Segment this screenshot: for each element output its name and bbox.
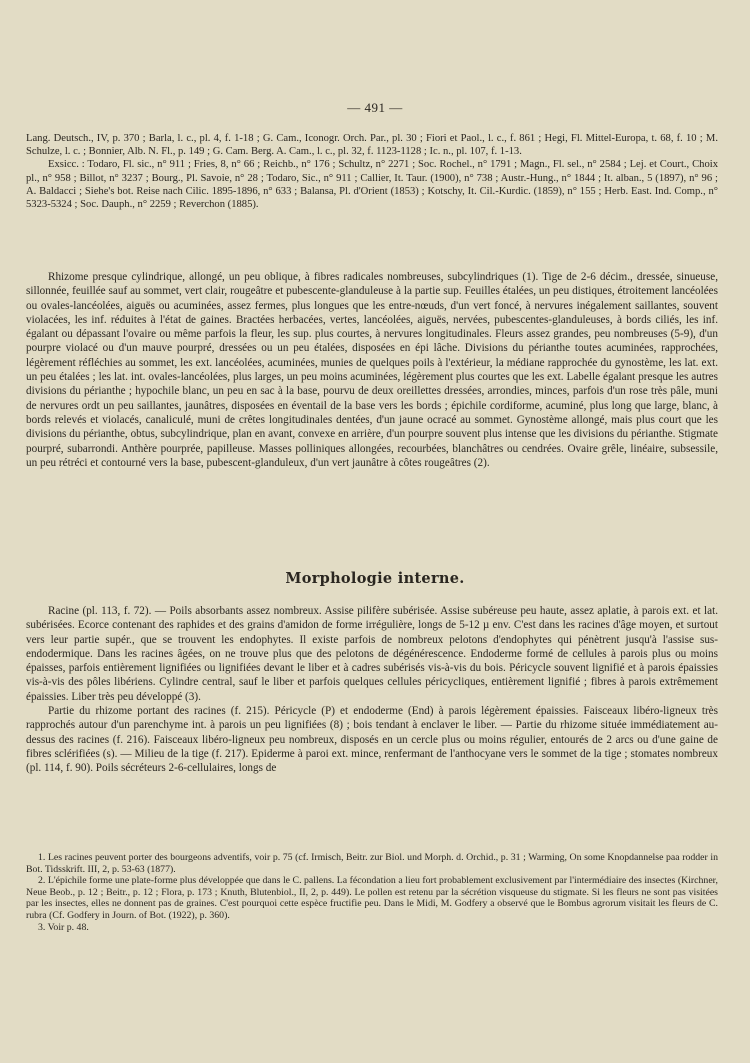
species-description-block [26,270,718,470]
morphology-paragraph-root: Racine (pl. 113, f. 72). — Poils absorbants assez nombreux. Assise pilifère subérisée. Assise subéreuse peu haute, assez aplatie, à parois ext. et lat. subérisées. Ecorce contenant des raphides et des grains d'amidon de forme irrégulière, longs de 5-12 µ env. C'est dans les racines d'âge moyen, et surtout vers leur partie supér., que se trouvent les endophytes. Il existe parfois de nombreux pelotons d'endophytes qui pénètrent jusqu'à l'assise sus-endodermique. Dans les racines âgées, on ne trouve plus que des pelotons de dégénérescence. Endoderme formé de cellules à parois plus ou moins épaisses, parfois entièrement lignifiées ou lignifiées devant le liber et à cadres subérisés vis-à-vis du bois. Péricycle souvent lignifié et à parois épaissies vis-à-vis des pôles libériens. Cylindre central, sauf le liber et parfois quelques cellules péricycliques, entièrement lignifié ; fibres à parois extrêmement épaissies. Liber très peu développé (3). [26,605,718,703]
morphology-paragraph-rhizome: Partie du rhizome portant des racines (f. 215). Péricycle (P) et endoderme (End) à parois légèrement épaissies. Faisceaux libéro-ligneux très rapprochés autour d'un parenchyme int. à parois un peu lignifiées (8) ; bois tendant à enclaver le liber. — Partie du rhizome située immédiatement au-dessus des racines (f. 216). Faisceaux libéro-ligneux peu nombreux, disposés en un cercle plus ou moins régulier, entourés de 2 arcs ou d'une gaine de fibres sclérifiées (s). — Milieu de la tige (f. 217). Epiderme à paroi ext. mince, renfermant de l'anthocyane vers le sommet de la tige ; stomates nombreux (pl. 114, f. 90). Poils sécréteurs 2-6-cellulaires, longs de [26,705,718,775]
footnotes-block [26,852,718,933]
bibliography-block [26,132,718,211]
exsiccata-references: Exsicc. : Todaro, Fl. sic., n° 911 ; Fries, 8, n° 66 ; Reichb., n° 176 ; Schultz, n° 2271 ; Soc. Rochel., n° 1791 ; Magn., Fl. sel., n° 2584 ; Lej. et Court., Choix pl., n° 958 ; Billot, n° 3237 ; Bourg., Pl. Savoie, n° 28 ; Todaro, Sic., n° 911 ; Callier, It. Taur. (1900), n° 738 ; Austr.-Hung., n° 1844 ; It. alban., 5 (1897), n° 96 ; A. Baldacci ; Siehe's bot. Reise nach Cilic. 1895-1896, n° 633 ; Balansa, Pl. d'Orient (1853) ; Kotschy, It. Cil.-Kurdic. (1859), n° 155 ; Herb. East. Ind. Comp., n° 5323-5324 ; Soc. Dauph., n° 2259 ; Reverchon (1885). [26,159,718,211]
bibliography-references: Lang. Deutsch., IV, p. 370 ; Barla, l. c., pl. 4, f. 1-18 ; G. Cam., Iconogr. Orch. Par., pl. 30 ; Fiori et Paol., l. c., f. 861 ; Hegi, Fl. Mittel-Europa, t. 68, f. 10 ; M. Schulze, l. c. ; Bonnier, Alb. N. Fl., p. 149 ; G. Cam. Berg. A. Cam., l. c., pl. 32, f. 1123-1128 ; Ic. n., pl. 107, f. 1-13. [26,133,718,158]
morphology-block [26,604,718,776]
footnote-3: 3. Voir p. 48. [38,921,89,933]
footnote-1: 1. Les racines peuvent porter des bourgeons adventifs, voir p. 75 (cf. Irmisch, Beitr. zur Biol. und Morph. d. Orchid., p. 31 ; Warming, On some Knopdannelse paa rodder in Bot. Tidsskrift. III, 2, p. 53-63 (1877). [26,852,718,875]
section-heading: Morphologie interne. [285,570,465,587]
page-number: — 491 — [347,100,403,115]
footnote-2: 2. L'épichile forme une plate-forme plus développée que dans le C. pallens. La fécondation a lieu fort probablement exclusivement par l'intermédiaire des insectes (Kirchner, Neue Beob., p. 12 ; Beitr., p. 12 ; Flora, p. 173 ; Knuth, Blutenbiol., II, 2, p. 449). Le pollen est retenu par la sécrétion visqueuse du stigmate. Si les fleurs ne sont pas visitées par les insectes, elles ne donnent pas de graines. C'est pourquoi cette espèce fructifie peu. Dans le Midi, M. Godfery a observé que le Bombus agrorum visitait les fleurs de C. rubra (Cf. Godfery in Journ. of Bot. (1922), p. 360). [26,875,718,921]
species-description: Rhizome presque cylindrique, allongé, un peu oblique, à fibres radicales nombreuses, subcylindriques (1). Tige de 2-6 décim., dressée, sinueuse, sillonnée, feuillée sauf au sommet, vert clair, rougeâtre et pubescente-glanduleuse à la partie sup. Feuilles étalées, un peu distiques, étroitement lancéolées ou ovales-lancéolées, aiguës ou acuminées, assez fermes, plus longues que les entre-nœuds, d'un vert foncé, à nervures inégalement saillantes, souvent violacées, les inf. réduites à l'état de gaines. Bractées herbacées, vertes, lancéolées, aiguës, nervées, pubescentes-glanduleuses, à bords ciliés, les inf. égalant ou dépassant l'ovaire ou même parfois la fleur, les sup. plus courtes, à nervures longitudinales. Fleurs assez grandes, peu nombreuses (5-9), d'un pourpre violacé ou d'un mauve pourpré, dressées ou un peu étalées, disposées en épi lâche. Divisions du périanthe toutes acuminées, rapprochées, légèrement réfléchies au sommet, les ext. lancéolées, acuminées, munies de quelques poils à l'extérieur, la médiane rapprochée du gynostème, les lat. ext. un peu étalées ; les lat. int. ovales-lancéolées, plus larges, un peu moins acuminées, légèrement plus courtes que les ext. Labelle égalant presque les autres divisions du périanthe ; hypochile blanc, un peu en sac à la base, pourvu de deux oreillettes dressées, arrondies, minces, parfois d'un rose très pâle, muni de nervures ordt un peu saillantes, jaunâtres, disposées en éventail de la base vers les bords ; épichile cordiforme, acuminé, plus long que large, blanc, à bords relevés et violacés, canaliculé, muni de crêtes longitudinales dentées, d'un jaune ocracé au sommet. Gynostème allongé, mais plus court que les divisions du périanthe, obtus, subcylindrique, plan en avant, convexe en arrière, d'un pourpre souvent plus intense que les divisions du périanthe. Stigmate pourpré, subarrondi. Anthère pourprée, papilleuse. Masses polliniques allongées, recourbées, blanchâtres ou cendrées. Ovaire grêle, linéaire, subsessile, un peu rétréci et contourné vers la base, pubescent-glanduleux, d'un vert jaunâtre à côtes rougeâtres (2). [26,271,718,469]
